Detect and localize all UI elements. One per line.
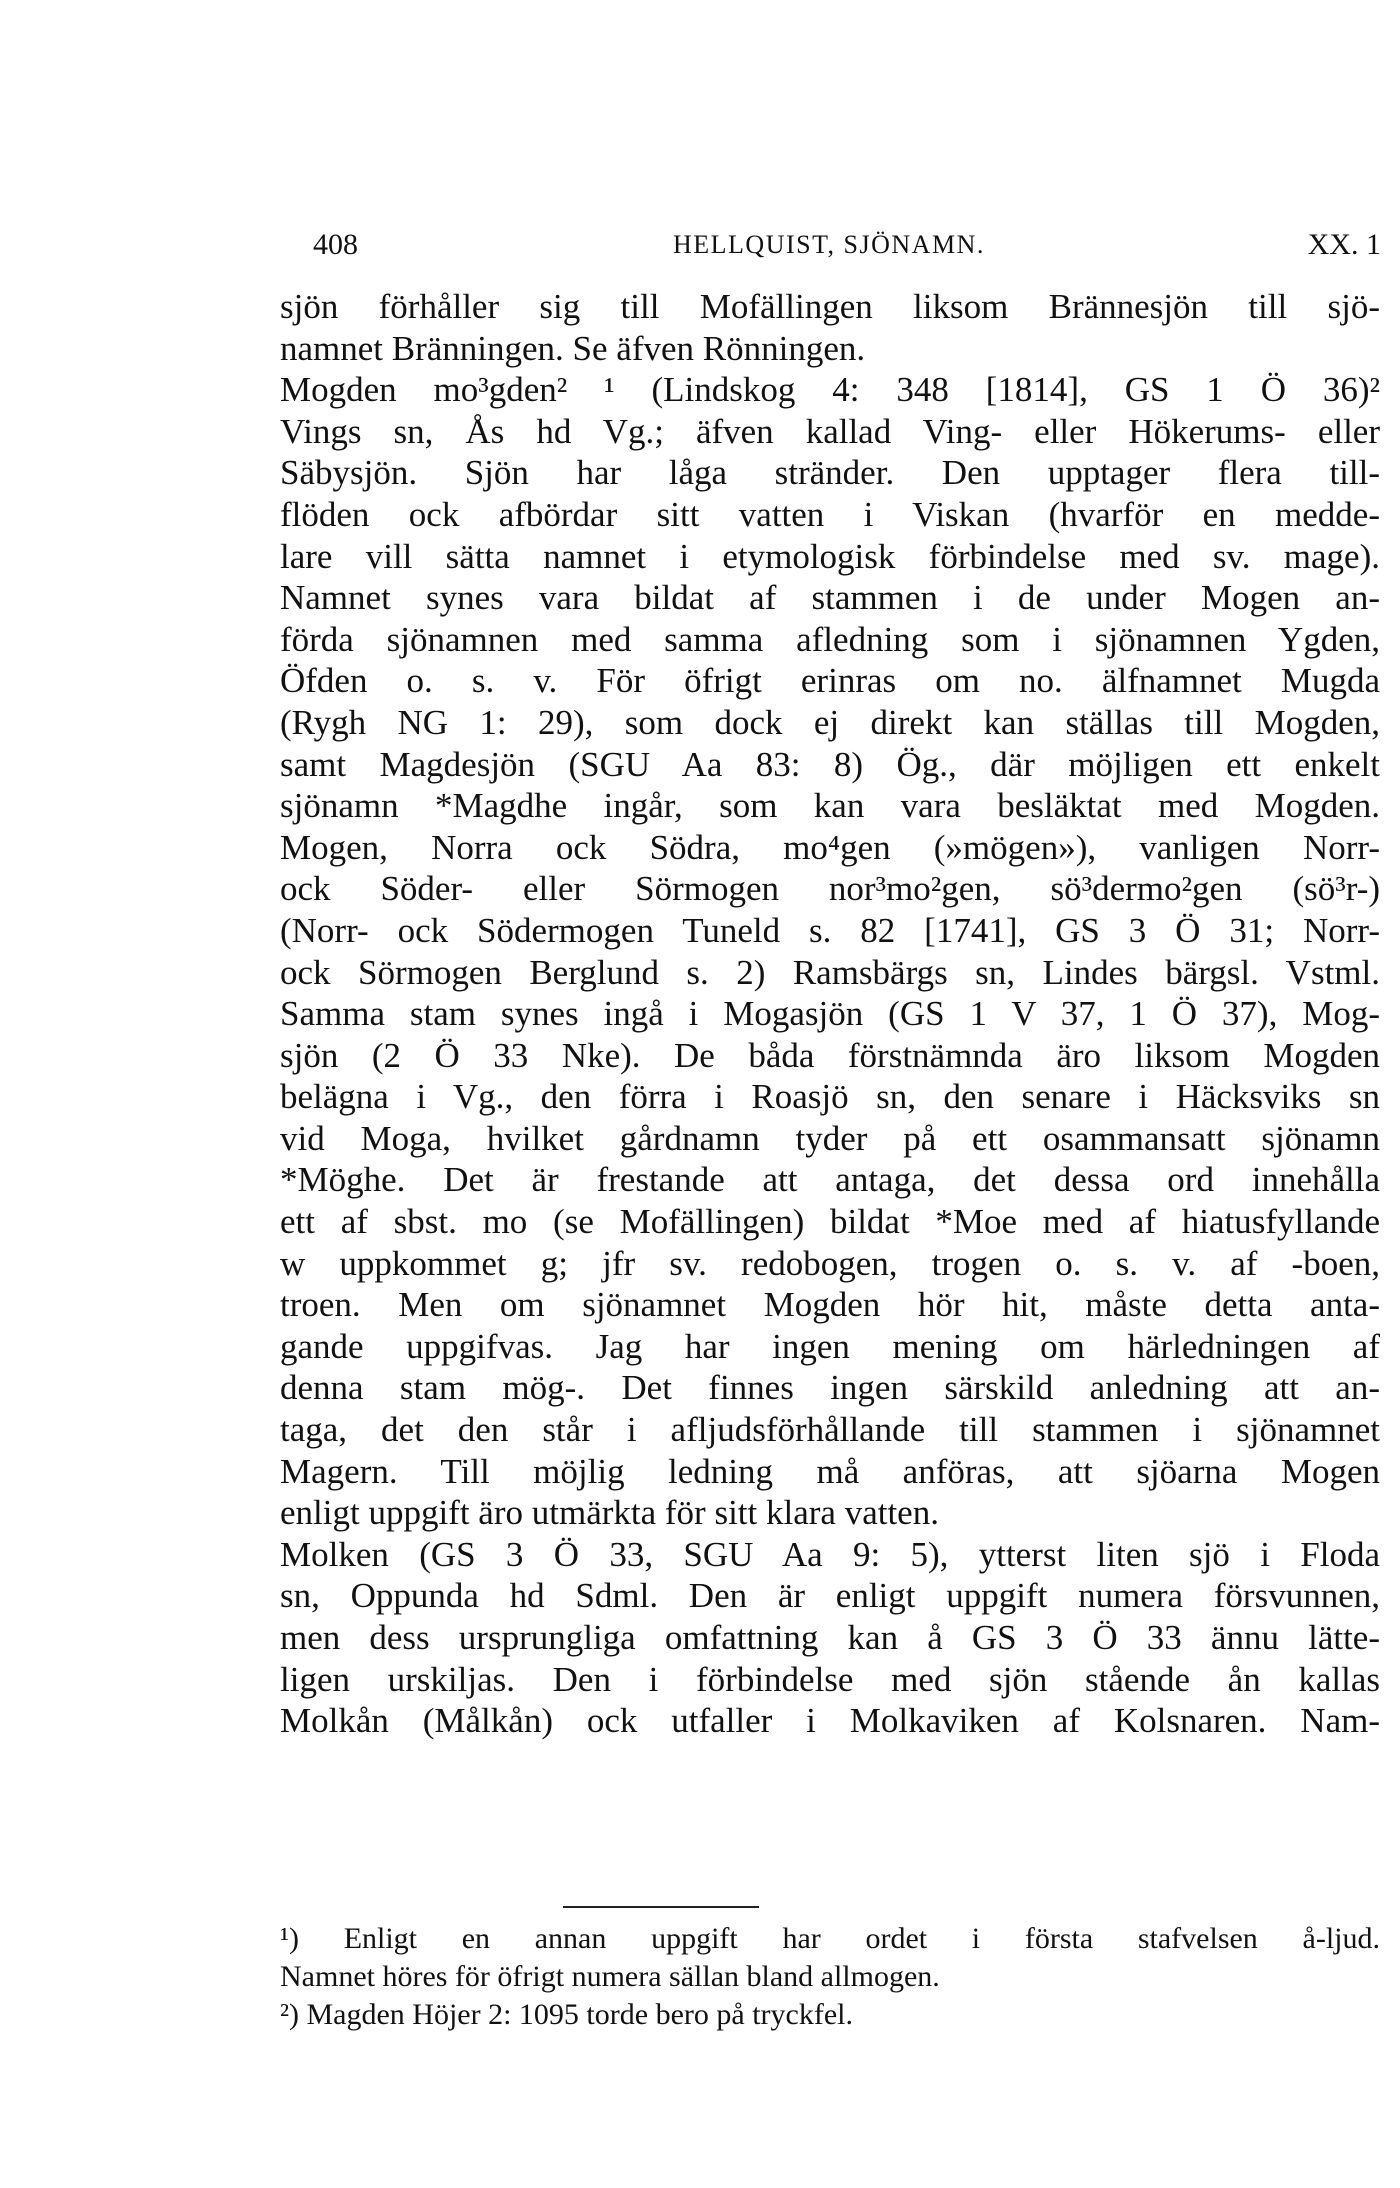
text-line: flöden ock afbördar sitt vatten i Viskan (hvarför en medde- [280, 494, 1380, 534]
text-line: Vings sn, Ås hd Vg.; äfven kallad Ving- eller Hökerums- eller [280, 411, 1380, 451]
text-line: Mogden mo³gden² ¹ (Lindskog 4: 348 [1814], GS 1 Ö 36)² [280, 370, 1380, 410]
text-line: vid Moga, hvilket gårdnamn tyder på ett osammansatt sjönamn [280, 1118, 1380, 1158]
footnote-line: ¹) Enligt en annan uppgift har ordet i första stafvelsen å-ljud. [280, 1922, 1380, 1955]
text-line: ligen urskiljas. Den i förbindelse med sjön stående ån kallas [280, 1659, 1380, 1699]
text-line: sjön förhåller sig till Mofällingen liksom Brännesjön till sjö- [280, 287, 1380, 326]
page-number: 408 [313, 228, 358, 261]
text-line: belägna i Vg., den förra i Roasjö sn, den senare i Häcksviks sn [280, 1077, 1380, 1117]
text-line: Namnet synes vara bildat af stammen i de under Mogen an- [280, 578, 1380, 618]
text-line: enligt uppgift äro utmärkta för sitt klara vatten. [280, 1493, 939, 1533]
footnote-line: ²) Magden Höjer 2: 1095 torde bero på tryckfel. [280, 1998, 853, 2031]
text-line: Molken (GS 3 Ö 33, SGU Aa 9: 5), ytterst liten sjö i Floda [280, 1534, 1380, 1574]
text-line: sn, Oppunda hd Sdml. Den är enligt uppgift numera försvunnen, [280, 1576, 1380, 1616]
volume-number: XX. 1 [1307, 228, 1381, 261]
text-line: Öfden o. s. v. För öfrigt erinras om no. älfnamnet Mugda [280, 661, 1380, 701]
footnotes [280, 1920, 1380, 2034]
text-line: sjön (2 Ö 33 Nke). De båda förstnämnda äro liksom Mogden [280, 1035, 1380, 1075]
text-line: sjönamn *Magdhe ingår, som kan vara besläktat med Mogden. [280, 786, 1380, 826]
text-line: namnet Bränningen. Se äfven Rönningen. [280, 328, 866, 368]
text-line: samt Magdesjön (SGU Aa 83: 8) Ög., där möjligen ett enkelt [280, 744, 1380, 784]
text-line: men dess ursprungliga omfattning kan å GS 3 Ö 33 ännu lätte- [280, 1618, 1380, 1657]
body-text [280, 286, 1380, 1742]
text-line: Mogen, Norra ock Södra, mo⁴gen (»mögen»), vanligen Norr- [280, 827, 1380, 867]
running-title: HELLQUIST, SJÖNAMN. [673, 230, 985, 259]
text-line: Magern. Till möjlig ledning må anföras, att sjöarna Mogen [280, 1451, 1380, 1491]
text-line: förda sjönamnen med samma afledning som i sjönamnen Ygden, [280, 619, 1380, 659]
text-line: ock Sörmogen Berglund s. 2) Ramsbärgs sn, Lindes bärgsl. Vstml. [280, 952, 1380, 992]
text-line: Säbysjön. Sjön har låga stränder. Den upptager flera till- [280, 453, 1380, 493]
text-line: ett af sbst. mo (se Mofällingen) bildat *Moe med af hiatusfyllande [280, 1202, 1380, 1242]
text-line: denna stam mög-. Det finnes ingen särskild anledning att an- [280, 1368, 1380, 1408]
footnote-divider [563, 1906, 759, 1908]
running-header [313, 228, 1381, 268]
text-line: Samma stam synes ingå i Mogasjön (GS 1 V 37, 1 Ö 37), Mog- [280, 994, 1380, 1034]
text-line: (Norr- ock Södermogen Tuneld s. 82 [1741], GS 3 Ö 31; Norr- [280, 910, 1380, 950]
text-line: taga, det den står i afljudsförhållande till stammen i sjönamnet [280, 1410, 1380, 1450]
text-line: (Rygh NG 1: 29), som dock ej direkt kan ställas till Mogden, [280, 702, 1380, 742]
text-line: troen. Men om sjönamnet Mogden hör hit, måste detta anta- [280, 1285, 1380, 1325]
text-line: Molkån (Målkån) ock utfaller i Molkaviken af Kolsnaren. Nam- [280, 1701, 1380, 1741]
text-line: lare vill sätta namnet i etymologisk förbindelse med sv. mage). [280, 536, 1380, 576]
text-line: *Möghe. Det är frestande att antaga, det dessa ord innehålla [280, 1160, 1380, 1200]
text-line: w uppkommet g; jfr sv. redobogen, trogen o. s. v. af -boen, [280, 1243, 1380, 1283]
text-line: gande uppgifvas. Jag har ingen mening om härledningen af [280, 1326, 1380, 1366]
text-line: ock Söder- eller Sörmogen nor³mo²gen, sö³dermo²gen (sö³r-) [280, 869, 1380, 909]
footnote-line: Namnet höres för öfrigt numera sällan bland allmogen. [280, 1960, 940, 1993]
